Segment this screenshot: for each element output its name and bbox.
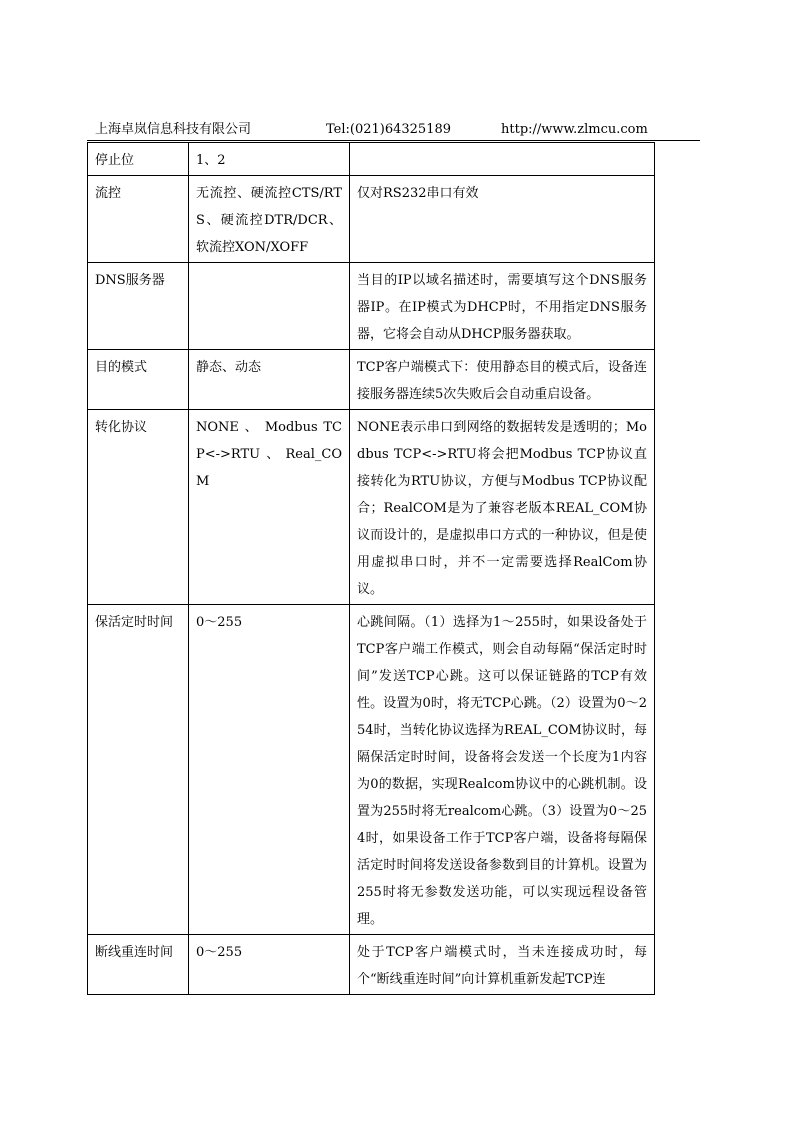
table-row bbox=[88, 935, 655, 995]
page-header bbox=[95, 121, 705, 141]
param-desc: 心跳间隔。（1）选择为1～255时，如果设备处于TCP客户端工作模式，则会自动每隔“保活定时时间”发送TCP心跳。这可以保证链路的TCP有效性。设置为0时，将无TCP心跳。（2）设置为0～254时，当转化协议选择为REAL_COM协议时，每隔保活定时时间，设备将会发送一个长度为1内容为0的数据，实现Realcom协议中的心跳机制。设置为255时将无realcom心跳。（3）设置为0～254时，如果设备工作于TCP客户端，设备将每隔保活定时时间将发送设备参数到目的计算机。设置为255时将无参数发送功能，可以实现远程设备管理。 bbox=[350, 605, 655, 935]
param-value: 1、2 bbox=[189, 143, 350, 176]
param-name: DNS服务器 bbox=[88, 263, 189, 350]
company-name: 上海卓岚信息科技有限公司 bbox=[95, 122, 252, 137]
param-name: 转化协议 bbox=[88, 410, 189, 605]
table-row bbox=[88, 263, 655, 350]
table-row bbox=[88, 143, 655, 176]
param-name: 保活定时时间 bbox=[88, 605, 189, 935]
parameter-table bbox=[87, 142, 655, 995]
param-desc: NONE表示串口到网络的数据转发是透明的；Modbus TCP<->RTU将会把Modbus TCP协议直接转化为RTU协议，方便与Modbus TCP协议配合；RealCOM是为了兼容老版本REAL_COM协议而设计的，是虚拟串口方式的一种协议，但是使用虚拟串口时，并不一定需要选择RealCom协议。 bbox=[350, 410, 655, 605]
company-tel: Tel:(021)64325189 bbox=[326, 122, 452, 137]
param-desc bbox=[350, 143, 655, 176]
param-value: NONE 、 Modbus TCP<->RTU、Real_COM bbox=[189, 410, 350, 605]
param-value: 0～255 bbox=[189, 935, 350, 995]
param-name: 流控 bbox=[88, 176, 189, 263]
param-desc: 当目的IP以域名描述时，需要填写这个DNS服务器IP。在IP模式为DHCP时，不用指定DNS服务器，它将会自动从DHCP服务器获取。 bbox=[350, 263, 655, 350]
param-desc: 处于TCP客户端模式时，当未连接成功时，每个“断线重连时间”向计算机重新发起TCP连 bbox=[350, 935, 655, 995]
table-row bbox=[88, 350, 655, 410]
param-value: 无流控、硬流控CTS/RTS、硬流控DTR/DCR、软流控XON/XOFF bbox=[189, 176, 350, 263]
table-row bbox=[88, 410, 655, 605]
param-desc: TCP客户端模式下：使用静态目的模式后，设备连接服务器连续5次失败后会自动重启设备。 bbox=[350, 350, 655, 410]
param-value: 静态、动态 bbox=[189, 350, 350, 410]
param-name: 断线重连时间 bbox=[88, 935, 189, 995]
company-url: http://www.zlmcu.com bbox=[501, 122, 648, 137]
param-desc: 仅对RS232串口有效 bbox=[350, 176, 655, 263]
param-value bbox=[189, 263, 350, 350]
table-row bbox=[88, 605, 655, 935]
param-value: 0～255 bbox=[189, 605, 350, 935]
header-rule bbox=[87, 140, 700, 141]
table-row bbox=[88, 176, 655, 263]
param-name: 停止位 bbox=[88, 143, 189, 176]
param-name: 目的模式 bbox=[88, 350, 189, 410]
